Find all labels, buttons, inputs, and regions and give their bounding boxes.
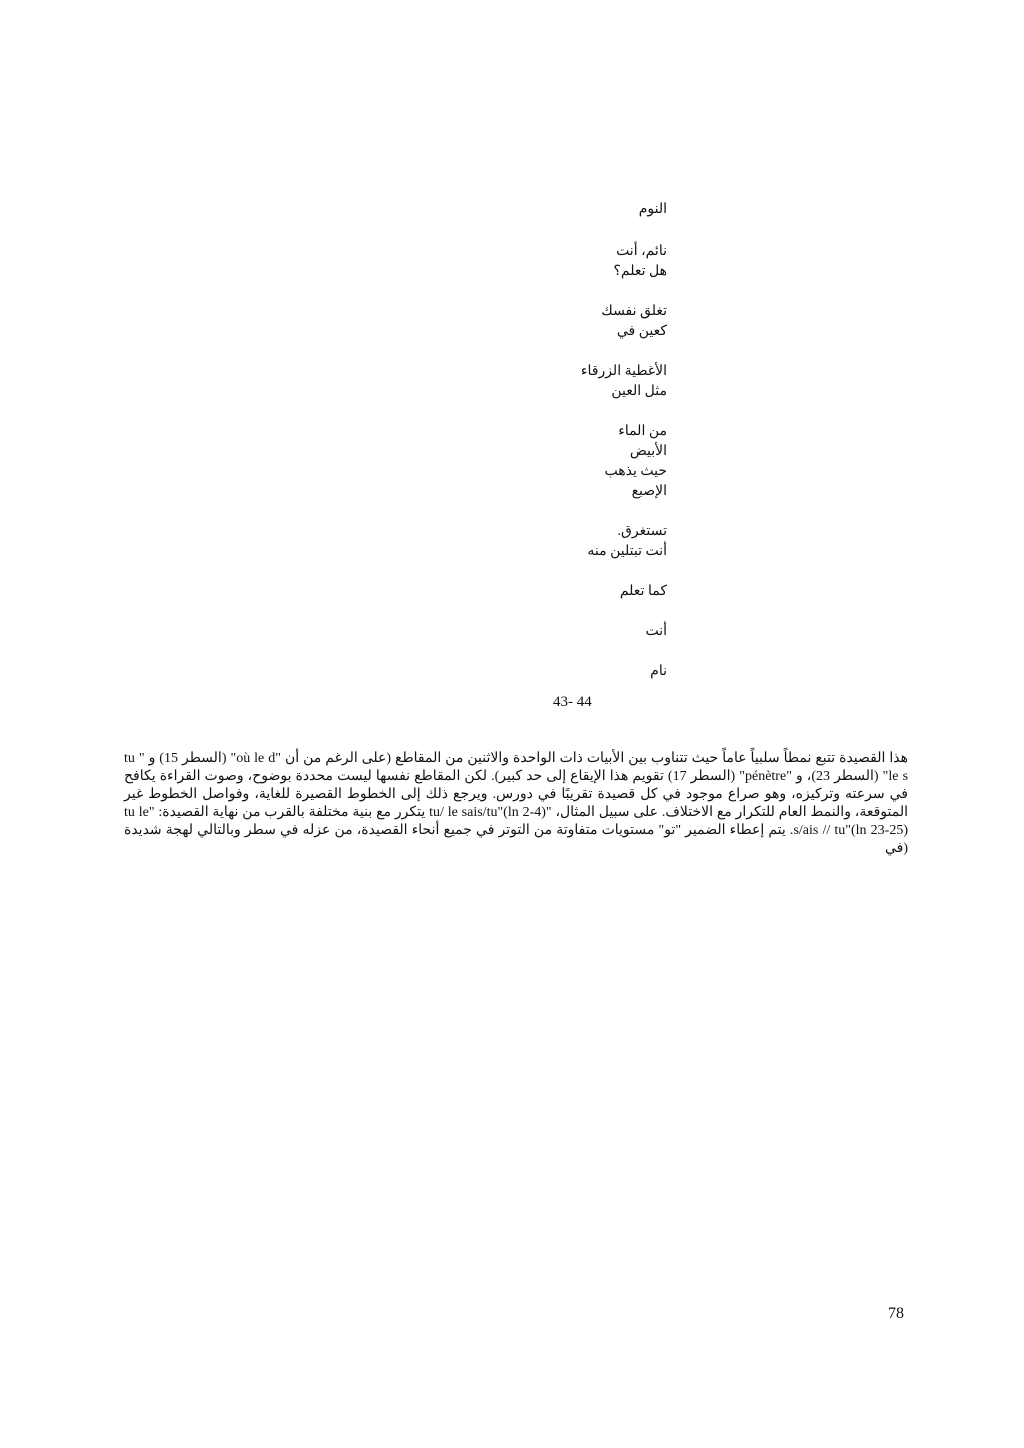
poem-line: تستغرق. [617, 524, 667, 539]
poem-stanza-2 [347, 302, 667, 342]
poem-stanza-3 [347, 362, 667, 402]
page-number: 78 [888, 1305, 904, 1322]
poem-stanza-4 [347, 422, 667, 502]
poem-stanza-6 [347, 582, 667, 602]
poem-line: تغلق نفسك [601, 304, 667, 319]
poem [347, 200, 667, 702]
poem-title: النوم [638, 202, 667, 217]
poem-line: حيث يذهب [604, 464, 667, 479]
poem-stanza-8 [347, 662, 667, 682]
poem-stanza-5 [347, 522, 667, 562]
commentary-paragraph: هذا القصيدة تتبع نمطاً سلبياً عاماً حيث تتناوب بين الأبيات ذات الواحدة والاثنين من المقاطع (على الرغم من أن "où le d" (السطر 15) و " tu le s" (السطر 23)، و "pénètre" (السطر 17) تقويم هذا الإيقاع إلى حد كبير). لكن المقاطع نفسها ليست محددة بوضوح، وصوت القراءة يكافح في سرعته وتركيزه، وهو صراع موجود في كل قصيدة تقريبًا في دورس. ويرجع ذلك إلى الخطوط القصيرة للغاية، وفواصل الخطوط غير المتوقعة، والنمط العام للتكرار مع الاختلاف. على سبيل المثال، "tu/ le sais/tu"(ln 2-4) يتكرر مع بنية مختلفة بالقرب من نهاية القصيدة: "tu le s/ais // tu"(ln 23-25). يتم إعطاء الضمير "تو" مستويات متفاوتة من التوتر في جميع أنحاء القصيدة، من عزله في سطر وبالتالي لهجة شديدة (في [124, 751, 909, 856]
poem-line: كعين في [616, 324, 667, 339]
poem-line: أنت [645, 624, 667, 639]
poem-line: الإصبع [631, 484, 667, 499]
poem-line: كما تعلم [619, 584, 667, 599]
poem-line: الأغطية الزرقاء [580, 364, 667, 379]
poem-stanza-7 [347, 622, 667, 642]
poem-line: مثل العين [611, 384, 667, 399]
poem-line: هل تعلم؟ [613, 264, 667, 279]
poem-line: أنت تبتلين منه [587, 544, 667, 559]
poem-citation: 43- 44 [553, 694, 592, 710]
poem-line: نائم، أنت [616, 244, 667, 259]
poem-line: من الماء [618, 424, 667, 439]
poem-stanza-1 [347, 242, 667, 282]
poem-line: نام [650, 664, 667, 679]
poem-line: الأبيض [629, 444, 667, 459]
